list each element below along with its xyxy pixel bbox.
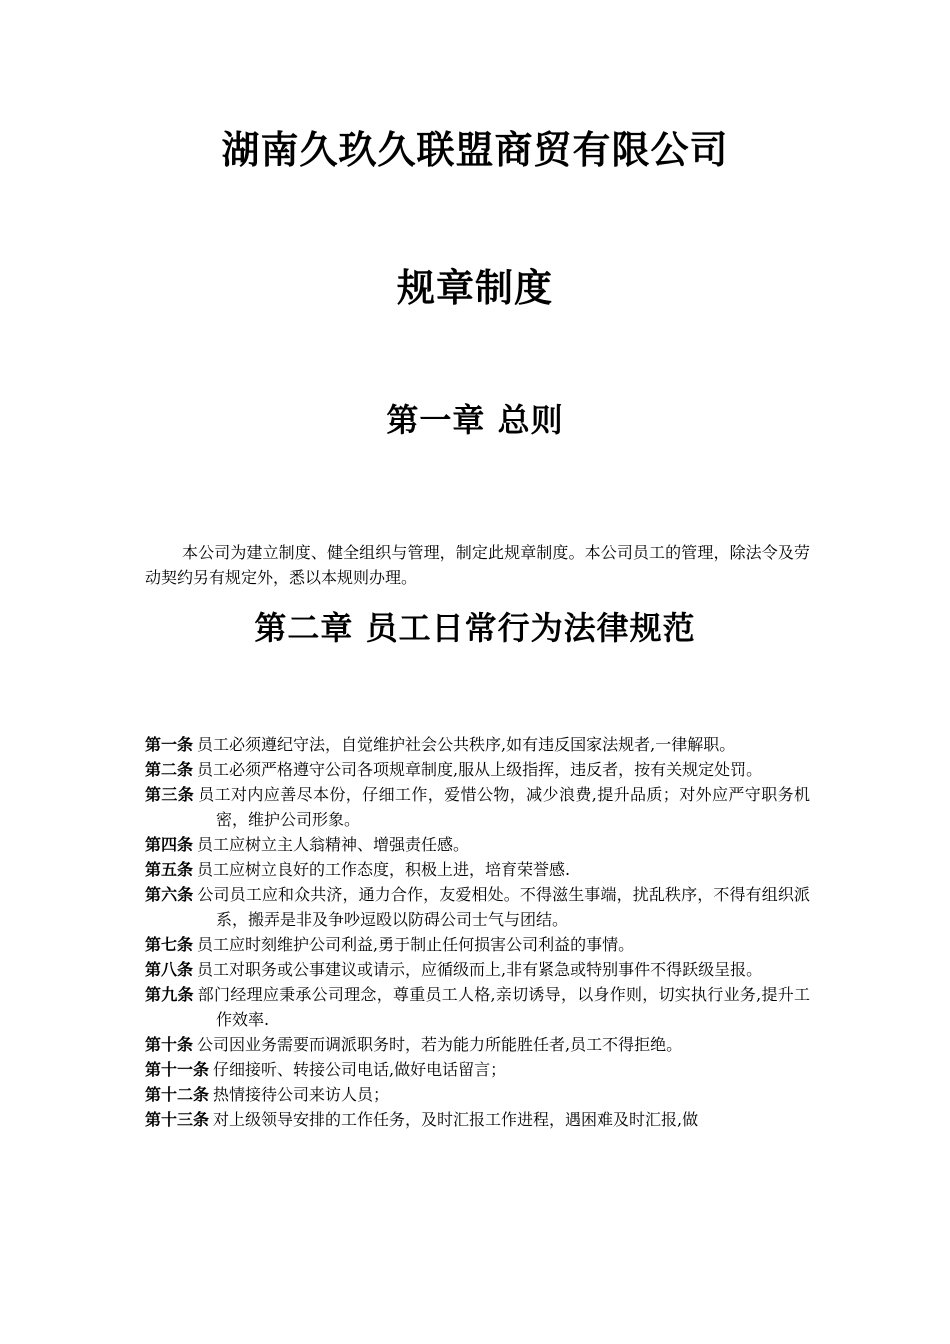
article-number: 第十一条	[145, 1060, 210, 1079]
document-title: 规章制度	[396, 266, 553, 310]
article-number: 第五条	[145, 860, 194, 879]
article-text: 员工对职务或公事建议或请示，应循级而上,非有紧急或特别事件不得跃级呈报。	[197, 960, 763, 979]
article-text: 仔细接听、转接公司电话,做好电话留言；	[213, 1060, 507, 1079]
chapter-1-intro-paragraph: 本公司为建立制度、健全组织与管理，制定此规章制度。本公司员工的管理，除法令及劳动契约另有规定外，悉以本规则办理。	[145, 543, 810, 587]
article-number: 第十二条	[145, 1085, 210, 1104]
article-text: 员工对内应善尽本份，仔细工作，爱惜公物，减少浪费,提升品质；对外应严守职务机密，维护公司形象。	[198, 785, 810, 829]
article-item	[145, 982, 810, 1032]
article-item	[145, 732, 810, 757]
article-list	[145, 732, 810, 1132]
article-text: 员工应树立主人翁精神、增强责任感。	[197, 835, 470, 854]
article-number: 第六条	[145, 885, 194, 904]
article-number: 第十三条	[145, 1110, 210, 1129]
article-text: 部门经理应秉承公司理念，尊重员工人格,亲切诱导，以身作则，切实执行业务,提升工作效率.	[197, 985, 810, 1029]
article-text: 公司员工应和众共济，通力合作，友爱相处。不得滋生事端，扰乱秩序，不得有组织派系，搬弄是非及争吵逗殴以防碍公司士气与团结。	[197, 885, 810, 929]
chapter-2-heading: 第二章 员工日常行为法律规范	[254, 609, 696, 647]
article-item	[145, 757, 810, 782]
article-item	[145, 782, 810, 832]
company-title: 湖南久玖久联盟商贸有限公司	[221, 128, 729, 172]
article-item	[145, 832, 810, 857]
article-number: 第八条	[145, 960, 194, 979]
article-text: 员工必须遵纪守法，自觉维护社会公共秩序,如有违反国家法规者,一律解职。	[197, 735, 736, 754]
article-item	[145, 1057, 810, 1082]
article-text: 员工应树立良好的工作态度，积极上进，培育荣誉感.	[197, 860, 571, 879]
article-item	[145, 857, 810, 882]
article-text: 公司因业务需要而调派职务时，若为能力所能胜任者,员工不得拒绝。	[197, 1035, 683, 1054]
article-number: 第三条	[145, 785, 195, 804]
article-text: 对上级领导安排的工作任务，及时汇报工作进程，遇困难及时汇报,做	[213, 1110, 699, 1129]
article-text: 热情接待公司来访人员；	[213, 1085, 390, 1104]
article-text: 员工必须严格遵守公司各项规章制度,服从上级指挥，违反者，按有关规定处罚。	[197, 760, 763, 779]
article-number: 第九条	[145, 985, 194, 1004]
article-item	[145, 882, 810, 932]
article-number: 第七条	[145, 935, 194, 954]
article-item	[145, 1082, 810, 1107]
article-item	[145, 932, 810, 957]
chapter-1-heading: 第一章 总则	[386, 401, 564, 439]
article-item	[145, 957, 810, 982]
article-text: 员工应时刻维护公司利益,勇于制止任何损害公司利益的事情。	[197, 935, 635, 954]
article-number: 第一条	[145, 735, 194, 754]
article-number: 第二条	[145, 760, 194, 779]
article-number: 第四条	[145, 835, 194, 854]
article-number: 第十条	[145, 1035, 194, 1054]
article-item	[145, 1032, 810, 1057]
article-item	[145, 1107, 810, 1132]
